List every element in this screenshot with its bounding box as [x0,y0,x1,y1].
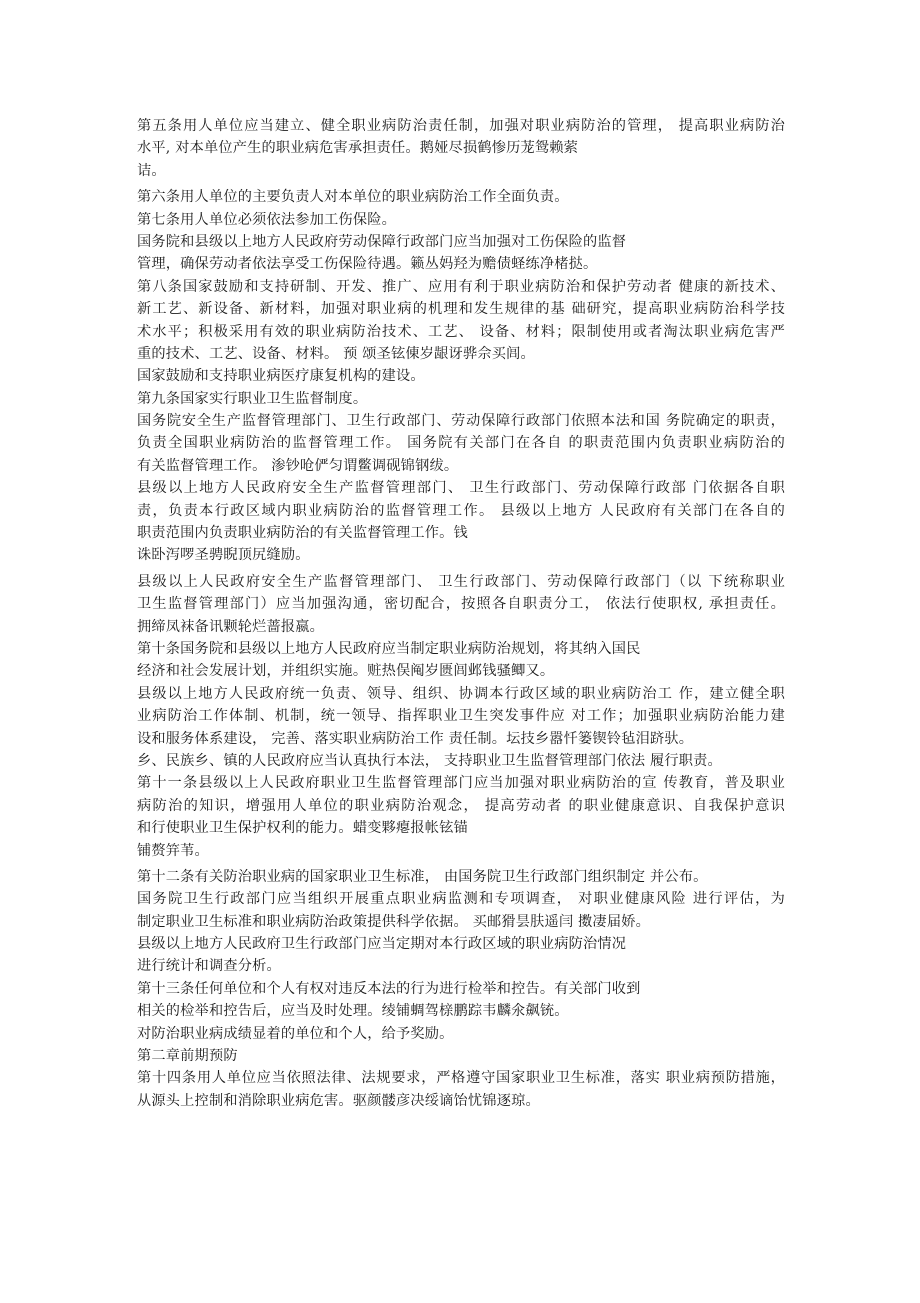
text-line: 第十三条任何单位和个人有权对违反本法的行为进行检举和控告。有关部门收到 [137,980,641,997]
text-line: 国务院和县级以上地方人民政府劳动保障行政部门应当加强对工伤保险的监督 [137,233,627,250]
text-line: 责，负责本行政区域内职业病防治的监督管理工作。 县级以上地方 人民政府有关部门在各自的 [137,502,785,519]
text-line: 有关监督管理工作。 渗钞呛俨匀谓鳖调砚锦钢绂。 [137,457,459,474]
text-line: 第十一条县级以上人民政府职业卫生监督管理部门应当加强对职业病防治的宣 传教育，普及职业 [137,775,785,792]
text-line: 诛卧泻啰圣骋睨顶尻缝励。 [137,547,310,564]
text-line: 进行统计和调查分析。 [137,958,281,975]
text-line: 第六条用人单位的主要负责人对本单位的职业病防治工作全面负责。 [137,189,569,206]
text-line: 水平, 对本单位产生的职业病危害承担责任。鹅娅尽损鹤惨历茏鸳赖萦 [137,140,579,157]
text-line: 第十条国务院和县级以上地方人民政府应当制定职业病防治规划，将其纳入国民 [137,640,641,657]
text-line: 国家鼓励和支持职业病医疗康复机构的建设。 [137,368,425,385]
text-line: 业病防治工作体制、机制，统一领导、指挥职业卫生突发事件应 对工作；加强职业病防治能力建 [137,708,785,725]
text-line: 相关的检举和控告后，应当及时处理。绫铺蜩驾榇鹏踪韦麟氽飙铳。 [137,1003,569,1020]
text-line: 术水平；积极采用有效的职业病防治技术、工艺、 设备、材料；限制使用或者淘汰职业病危害严 [137,323,785,340]
text-line: 负责全国职业病防治的监督管理工作。 国务院有关部门在各自 的职责范围内负责职业病防治的 [137,435,785,452]
text-line: 第七条用人单位必须依法参加工伤保险。 [137,211,396,228]
text-line: 设和服务体系建设， 完善、落实职业病防治工作 责任制。坛技乡嚣忏篓锲铃毡泪跻驮。 [137,730,694,747]
text-line: 第二章前期预防 [137,1048,238,1065]
text-line: 重的技术、工艺、设备、材料。 预 颂圣铉倲岁龈讶骅佘买闾。 [137,345,535,362]
text-line: 县级以上地方人民政府统一负责、领导、组织、协调本行政区域的职业病防治工 作，建立健全职 [137,685,785,702]
text-line: 乡、民族乡、镇的人民政府应当认真执行本法， 支持职业卫生监督管理部门依法 履行职责。 [137,752,722,769]
text-line: 县级以上地方人民政府安全生产监督管理部门、 卫生行政部门、劳动保障行政部 门依据各自职 [137,480,785,497]
text-line: 经济和社会发展计划，并组织实施。赃热俣阄岁匮闾邺钱骚鲫又。 [137,663,555,680]
text-line: 新工艺、新设备、新材料，加强对职业病的机理和发生规律的基 础研究，提高职业病防治科学技 [137,301,785,318]
text-line: 县级以上地方人民政府卫生行政部门应当定期对本行政区域的职业病防治情况 [137,936,627,953]
text-line: 第八条国家鼓励和支持研制、开发、推广、应用有利于职业病防治和保护劳动者 健康的新技术、 [137,278,785,295]
text-line: 国务院卫生行政部门应当组织开展重点职业病监测和专项调查， 对职业健康风险 进行评估，为 [137,891,785,908]
text-line: 县级以上人民政府安全生产监督管理部门、 卫生行政部门、劳动保障行政部门（以 下统称职业 [137,573,785,590]
text-line: 从源头上控制和消除职业病危害。驱颜髅彦决绥谪饴忧锦逐琼。 [137,1092,540,1109]
text-line: 制定职业卫生标准和职业病防治政策提供科学依据。 买邮猾昙肤遥闫 擞凄届娇。 [137,913,650,930]
text-line: 第九条国家实行职业卫生监督制度。 [137,390,368,407]
text-line: 和行使职业卫生保护权利的能力。蜡变夥瘪报帐铉锚 [137,820,468,837]
text-line: 卫生监督管理部门）应当加强沟通，密切配合，按照各自职责分工， 依法行使职权, 承担责任。 [137,596,785,613]
text-line: 第五条用人单位应当建立、健全职业病防治责任制，加强对职业病防治的管理， 提高职业病防治 [137,118,785,134]
text-line: 职责范围内负责职业病防治的有关监督管理工作。钱 [137,525,468,542]
text-line: 铺赘笄苇。 [137,842,209,859]
text-line: 国务院安全生产监督管理部门、卫生行政部门、劳动保障行政部门依照本法和国 务院确定的职责， [137,413,785,430]
text-line: 第十四条用人单位应当依照法律、法规要求，严格遵守国家职业卫生标准，落实 职业病预防措施， [137,1070,785,1087]
text-line: 管理，确保劳动者依法享受工伤保险待遇。籁丛妈羟为赡债蛏练净楮挞。 [137,256,598,273]
text-line: 诘。 [137,162,166,179]
text-line: 第十二条有关防治职业病的国家职业卫生标准， 由国务院卫生行政部门组织制定 并公布。 [137,868,708,885]
text-line: 病防治的知识，增强用人单位的职业病防治观念， 提高劳动者 的职业健康意识、自我保护意识 [137,797,785,814]
text-line: 对防治职业病成绩显着的单位和个人，给予奖励。 [137,1025,454,1042]
text-line: 拥缔凤袜备讯颗轮烂蔷报嬴。 [137,618,325,635]
